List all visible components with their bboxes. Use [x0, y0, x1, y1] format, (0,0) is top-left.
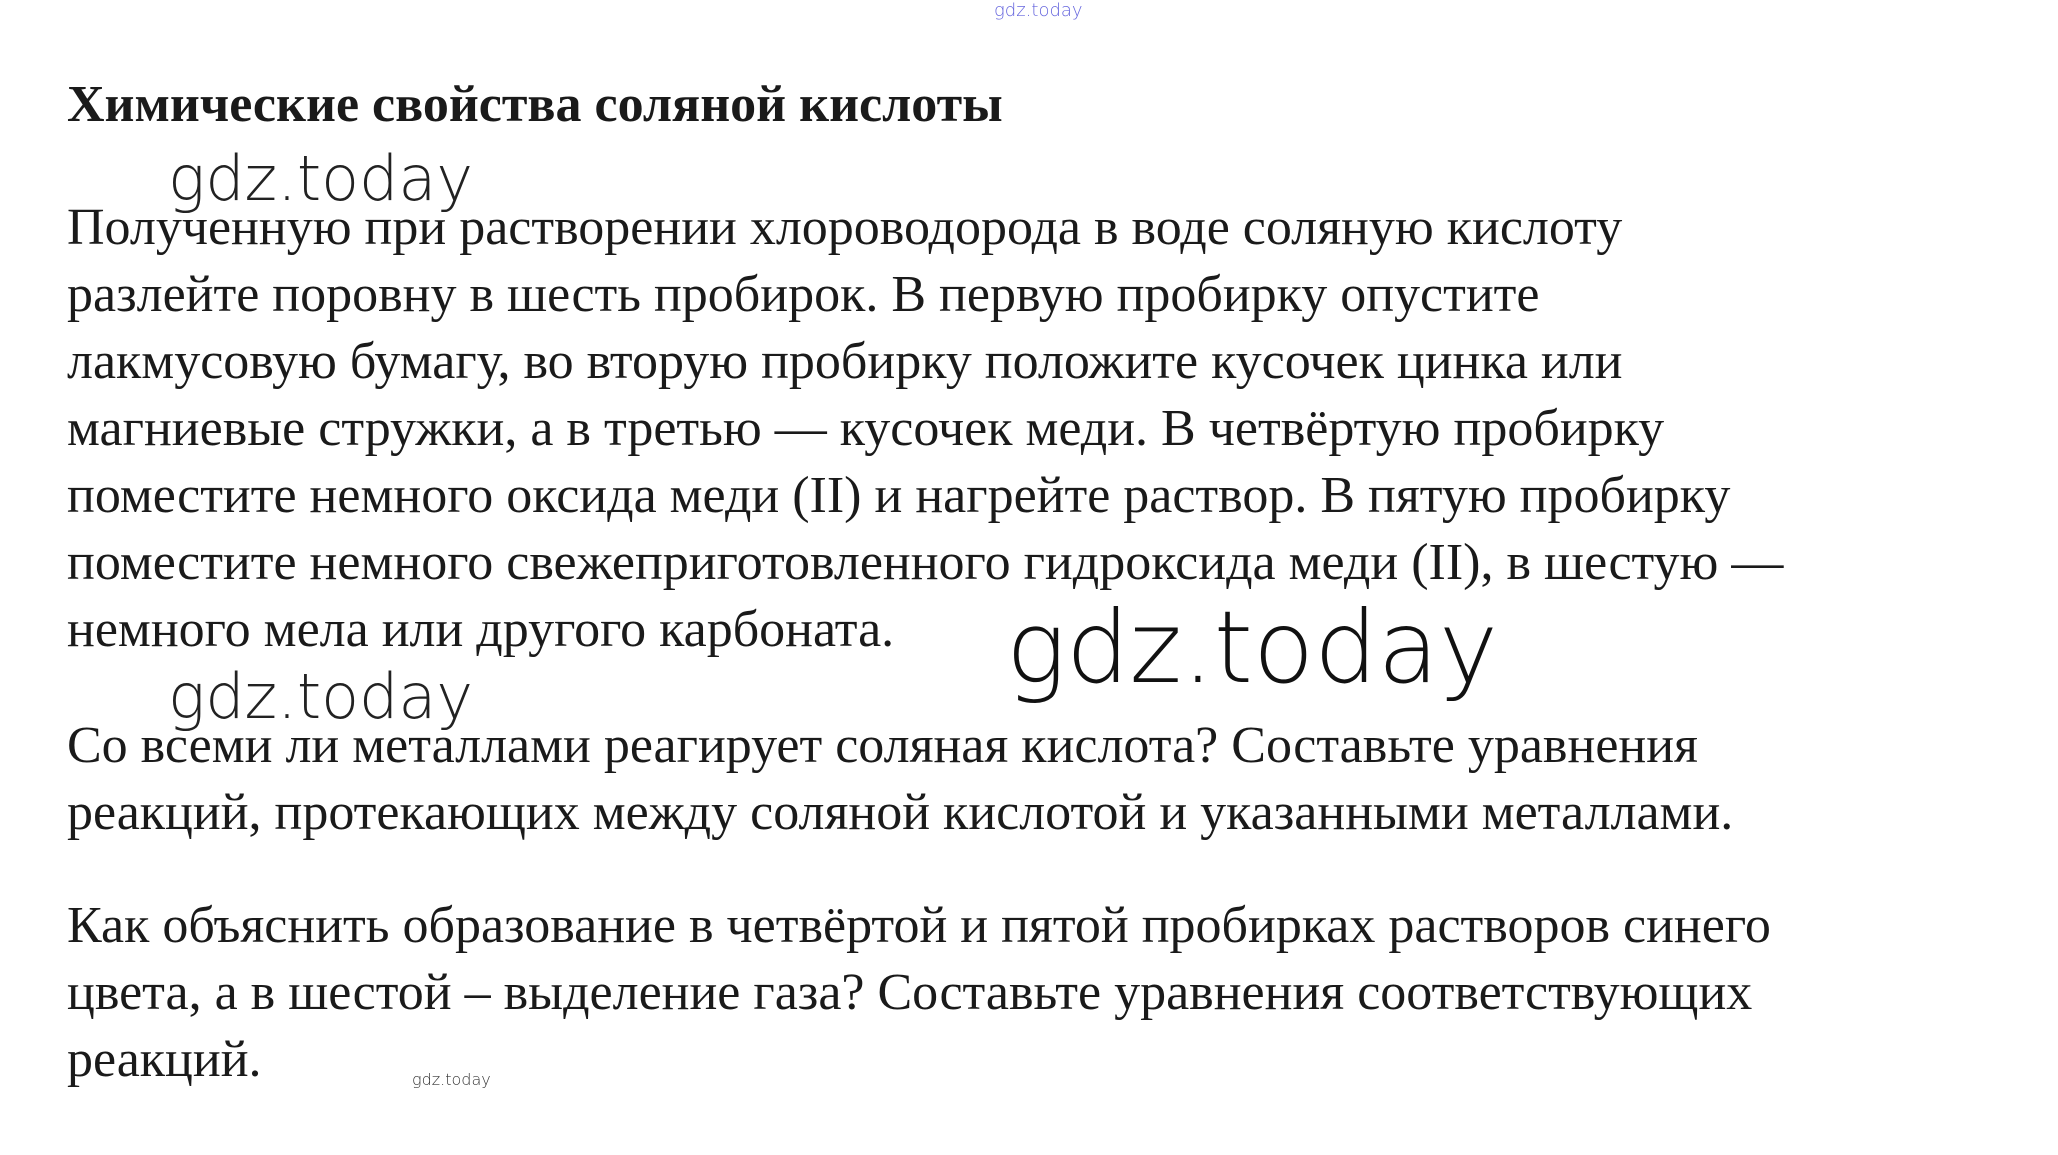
paragraph-question-metals	[67, 712, 1733, 846]
text-line: Полученную при растворении хлороводорода в воде соляную кислоту	[67, 199, 1623, 256]
watermark-center: gdz.today	[1006, 589, 1499, 706]
watermark-bottom: gdz.today	[412, 1070, 491, 1089]
text-line: разлейте поровну в шесть пробирок. В первую пробирку опустите	[67, 266, 1540, 323]
paragraph-instructions	[67, 194, 1783, 663]
text-line: Со всеми ли металлами реагирует соляная кислота? Составьте уравнения	[67, 717, 1698, 774]
text-line: поместите немного оксида меди (II) и нагрейте раствор. В пятую пробирку	[67, 467, 1731, 524]
text-line: цвета, а в шестой – выделение газа? Составьте уравнения соответствующих	[67, 964, 1753, 1021]
text-line: Как объяснить образование в четвёртой и пятой пробирках растворов синего	[67, 897, 1771, 954]
text-line: реакций.	[67, 1031, 262, 1088]
text-line: реакций, протекающих между соляной кислотой и указанными металлами.	[67, 784, 1734, 841]
page-title: Химические свойства соляной кислоты	[67, 76, 1003, 133]
text-line: поместите немного свежеприготовленного гидроксида меди (II), в шестую —	[67, 534, 1784, 591]
text-line: магниевые стружки, а в третью — кусочек меди. В четвёртую пробирку	[67, 400, 1665, 457]
paragraph-question-colors	[67, 892, 1771, 1093]
text-line: лакмусовую бумагу, во вторую пробирку положите кусочек цинка или	[67, 333, 1623, 390]
text-line: немного мела или другого карбоната.	[67, 601, 895, 658]
watermark-upper-left: gdz.today	[168, 142, 474, 215]
watermark-middle-left: gdz.today	[168, 660, 474, 733]
watermark-top: gdz.today	[994, 0, 1083, 21]
